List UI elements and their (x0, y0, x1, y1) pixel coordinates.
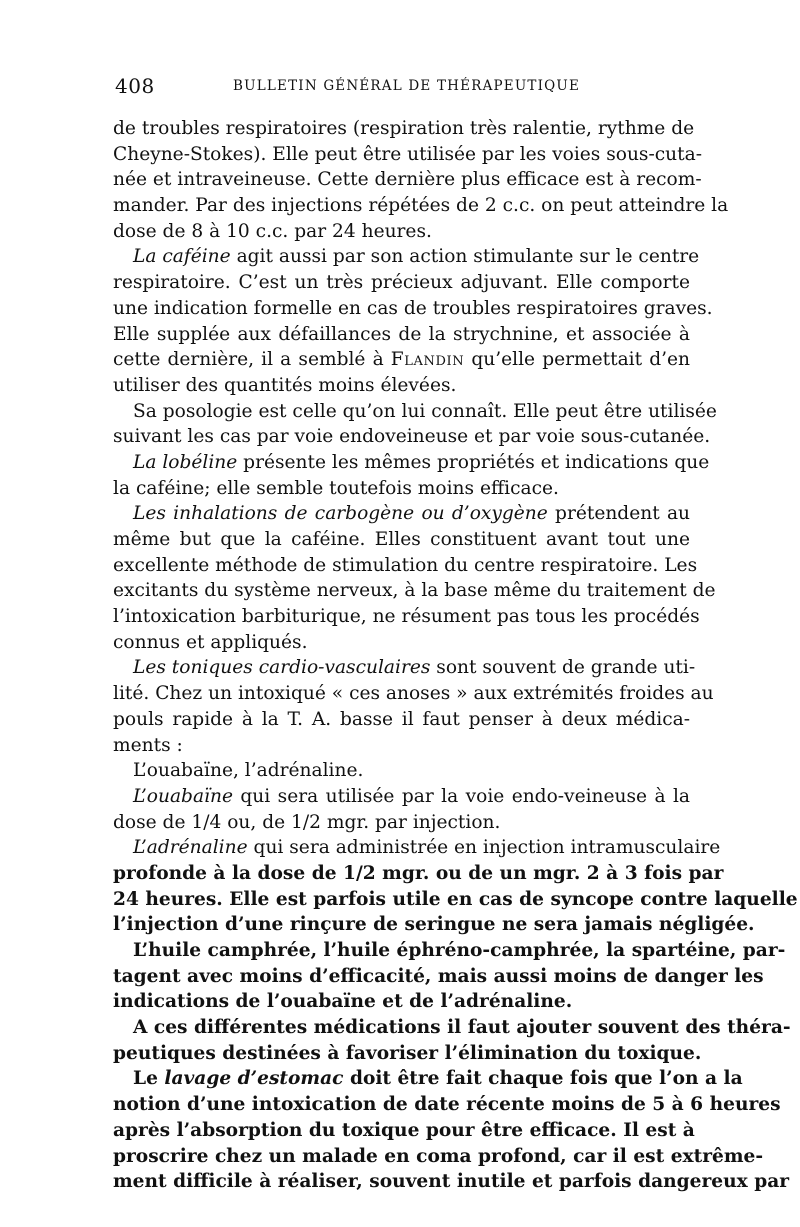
text-line (113, 1144, 764, 1170)
text-line (113, 989, 690, 1015)
text-segment: respiratoire. C’est un très précieux adjuvant. Elle comporte (113, 272, 690, 294)
text-segment: cette dernière, il a semblé à (113, 349, 391, 371)
text-line (113, 784, 690, 810)
text-segment: tagent avec moins d’efficacité, mais aussi moins de danger les (113, 965, 764, 987)
text-line (113, 1169, 790, 1195)
text-segment: Sa posologie est celle qu’on lui connaît. Elle peut être utilisée (133, 400, 717, 422)
italic-term: La lobéline (133, 451, 238, 473)
text-line (113, 347, 690, 373)
text-segment: connus et appliqués. (113, 631, 308, 653)
text-segment: profonde à la dose de 1/2 mgr. ou de un mgr. 2 à 3 fois par (113, 862, 724, 884)
text-segment: de troubles respiratoires (respiration très ralentie, rythme de (113, 118, 695, 139)
text-line (113, 501, 690, 527)
text-segment: Cheyne-Stokes). Elle peut être utilisée par les voies sous-cuta- (113, 143, 702, 165)
text-line (113, 681, 714, 707)
text-line (113, 476, 690, 502)
text-segment: indications de l’ouabaïne et de l’adrénaline. (113, 991, 573, 1013)
text-line (113, 373, 690, 399)
text-line (113, 912, 755, 938)
italic-term: L’adrénaline (133, 837, 248, 859)
text-segment: présente les mêmes propriétés et indications que (237, 451, 710, 473)
text-line (113, 1015, 791, 1041)
text-segment: suivant les cas par voie endoveineuse et par voie sous-cutanée. (113, 426, 711, 448)
text-segment: A ces différentes médications il faut ajouter souvent des théra- (133, 1017, 791, 1039)
text-line (113, 938, 786, 964)
text-line (113, 1066, 743, 1092)
text-segment: l’intoxication barbiturique, ne résument pas tous les procédés (113, 606, 700, 628)
text-line (113, 296, 713, 322)
text-segment: agit aussi par son action stimulante sur le centre (230, 246, 700, 268)
text-segment: sont souvent de grande uti- (430, 657, 696, 679)
text-segment: notion d’une intoxication de date récente moins de 5 à 6 heures (113, 1094, 781, 1116)
text-segment: une indication formelle en cas de troubles respiratoires graves. (113, 297, 713, 319)
text-segment: excellente méthode de stimulation du centre respiratoire. Les (113, 554, 698, 576)
text-line (113, 1041, 702, 1067)
text-line (113, 707, 690, 733)
text-segment: L’ouabaïne, l’adrénaline. (133, 760, 364, 782)
text-segment: après l’absorption du toxique pour être efficace. Il est à (113, 1119, 695, 1141)
text-line (113, 1092, 781, 1118)
text-line (113, 270, 690, 296)
text-line (113, 424, 711, 450)
text-segment: qui sera administrée en injection intramusculaire (247, 837, 721, 859)
text-segment: lité. Chez un intoxiqué « ces anoses » aux extrémités froides au (113, 683, 714, 705)
text-segment: dose de 8 à 10 c.c. par 24 heures. (113, 220, 432, 242)
text-line (113, 142, 702, 168)
text-segment: pouls rapide à la T. A. basse il faut penser à deux médica- (113, 708, 690, 730)
text-line (113, 116, 695, 142)
text-segment: qu’elle permettait d’en (464, 349, 690, 371)
text-line (113, 810, 690, 836)
italic-term: La caféine (133, 246, 231, 268)
text-segment: L’huile camphrée, l’huile éphréno-camphrée, la spartéine, par- (133, 940, 786, 961)
text-line (113, 193, 729, 219)
text-segment: mander. Par des injections répétées de 2 c.c. on peut atteindre la (113, 195, 729, 217)
text-segment: dose de 1/4 ou, de 1/2 mgr. par injection. (113, 811, 501, 833)
text-line (113, 835, 721, 861)
text-segment: prétendent au (547, 503, 691, 525)
text-segment: même but que la caféine. Elles constituent avant tout une (113, 529, 690, 550)
text-line (113, 578, 716, 604)
text-line (113, 553, 698, 579)
text-segment: qui sera utilisée par la voie endo-veineuse à la (232, 785, 690, 807)
italic-term: Les inhalations de carbogène ou d’oxygène (133, 503, 548, 525)
text-segment: ment difficile à réaliser, souvent inutile et parfois dangereux par (113, 1171, 790, 1193)
text-segment: peutiques destinées à favoriser l’élimination du toxique. (113, 1042, 702, 1064)
text-line (113, 167, 702, 193)
text-segment: 24 heures. Elle est parfois utile en cas de syncope contre laquelle (113, 888, 798, 910)
running-title: BULLETIN GÉNÉRAL DE THÉRAPEUTIQUE (233, 78, 581, 94)
body-text (113, 116, 798, 1195)
text-line (113, 244, 700, 270)
text-line (113, 861, 724, 887)
text-line (113, 399, 717, 425)
text-line (113, 733, 690, 759)
text-line (113, 450, 710, 476)
text-line (113, 1118, 695, 1144)
page-number: 408 (115, 74, 155, 98)
text-line (113, 604, 700, 630)
text-line (113, 758, 690, 784)
text-segment: la caféine; elle semble toutefois moins efficace. (113, 477, 559, 499)
text-segment: Elle supplée aux défaillances de la strychnine, et associée à (113, 323, 690, 345)
italic-term: lavage d’estomac (164, 1068, 344, 1090)
author-name: Flandin (390, 349, 465, 371)
text-segment: Le (133, 1068, 165, 1090)
italic-term: L’ouabaïne (133, 785, 233, 807)
text-line (113, 964, 764, 990)
text-segment: l’injection d’une rinçure de seringue ne sera jamais négligée. (113, 914, 755, 936)
text-line (113, 527, 690, 553)
text-segment: née et intraveineuse. Cette dernière plus efficace est à recom- (113, 169, 702, 191)
text-segment: proscrire chez un malade en coma profond, car il est extrême- (113, 1145, 764, 1167)
text-segment: ments : (113, 734, 183, 756)
text-segment: doit être fait chaque fois que l’on a la (343, 1068, 743, 1090)
text-segment: utiliser des quantités moins élevées. (113, 374, 457, 396)
italic-term: Les toniques cardio-vasculaires (133, 657, 431, 679)
text-line (113, 887, 798, 913)
text-segment: excitants du système nerveux, à la base même du traitement de (113, 580, 716, 602)
page-header (115, 74, 690, 98)
text-line (113, 630, 690, 656)
text-line (113, 219, 690, 245)
text-line (113, 655, 696, 681)
text-line (113, 322, 690, 348)
